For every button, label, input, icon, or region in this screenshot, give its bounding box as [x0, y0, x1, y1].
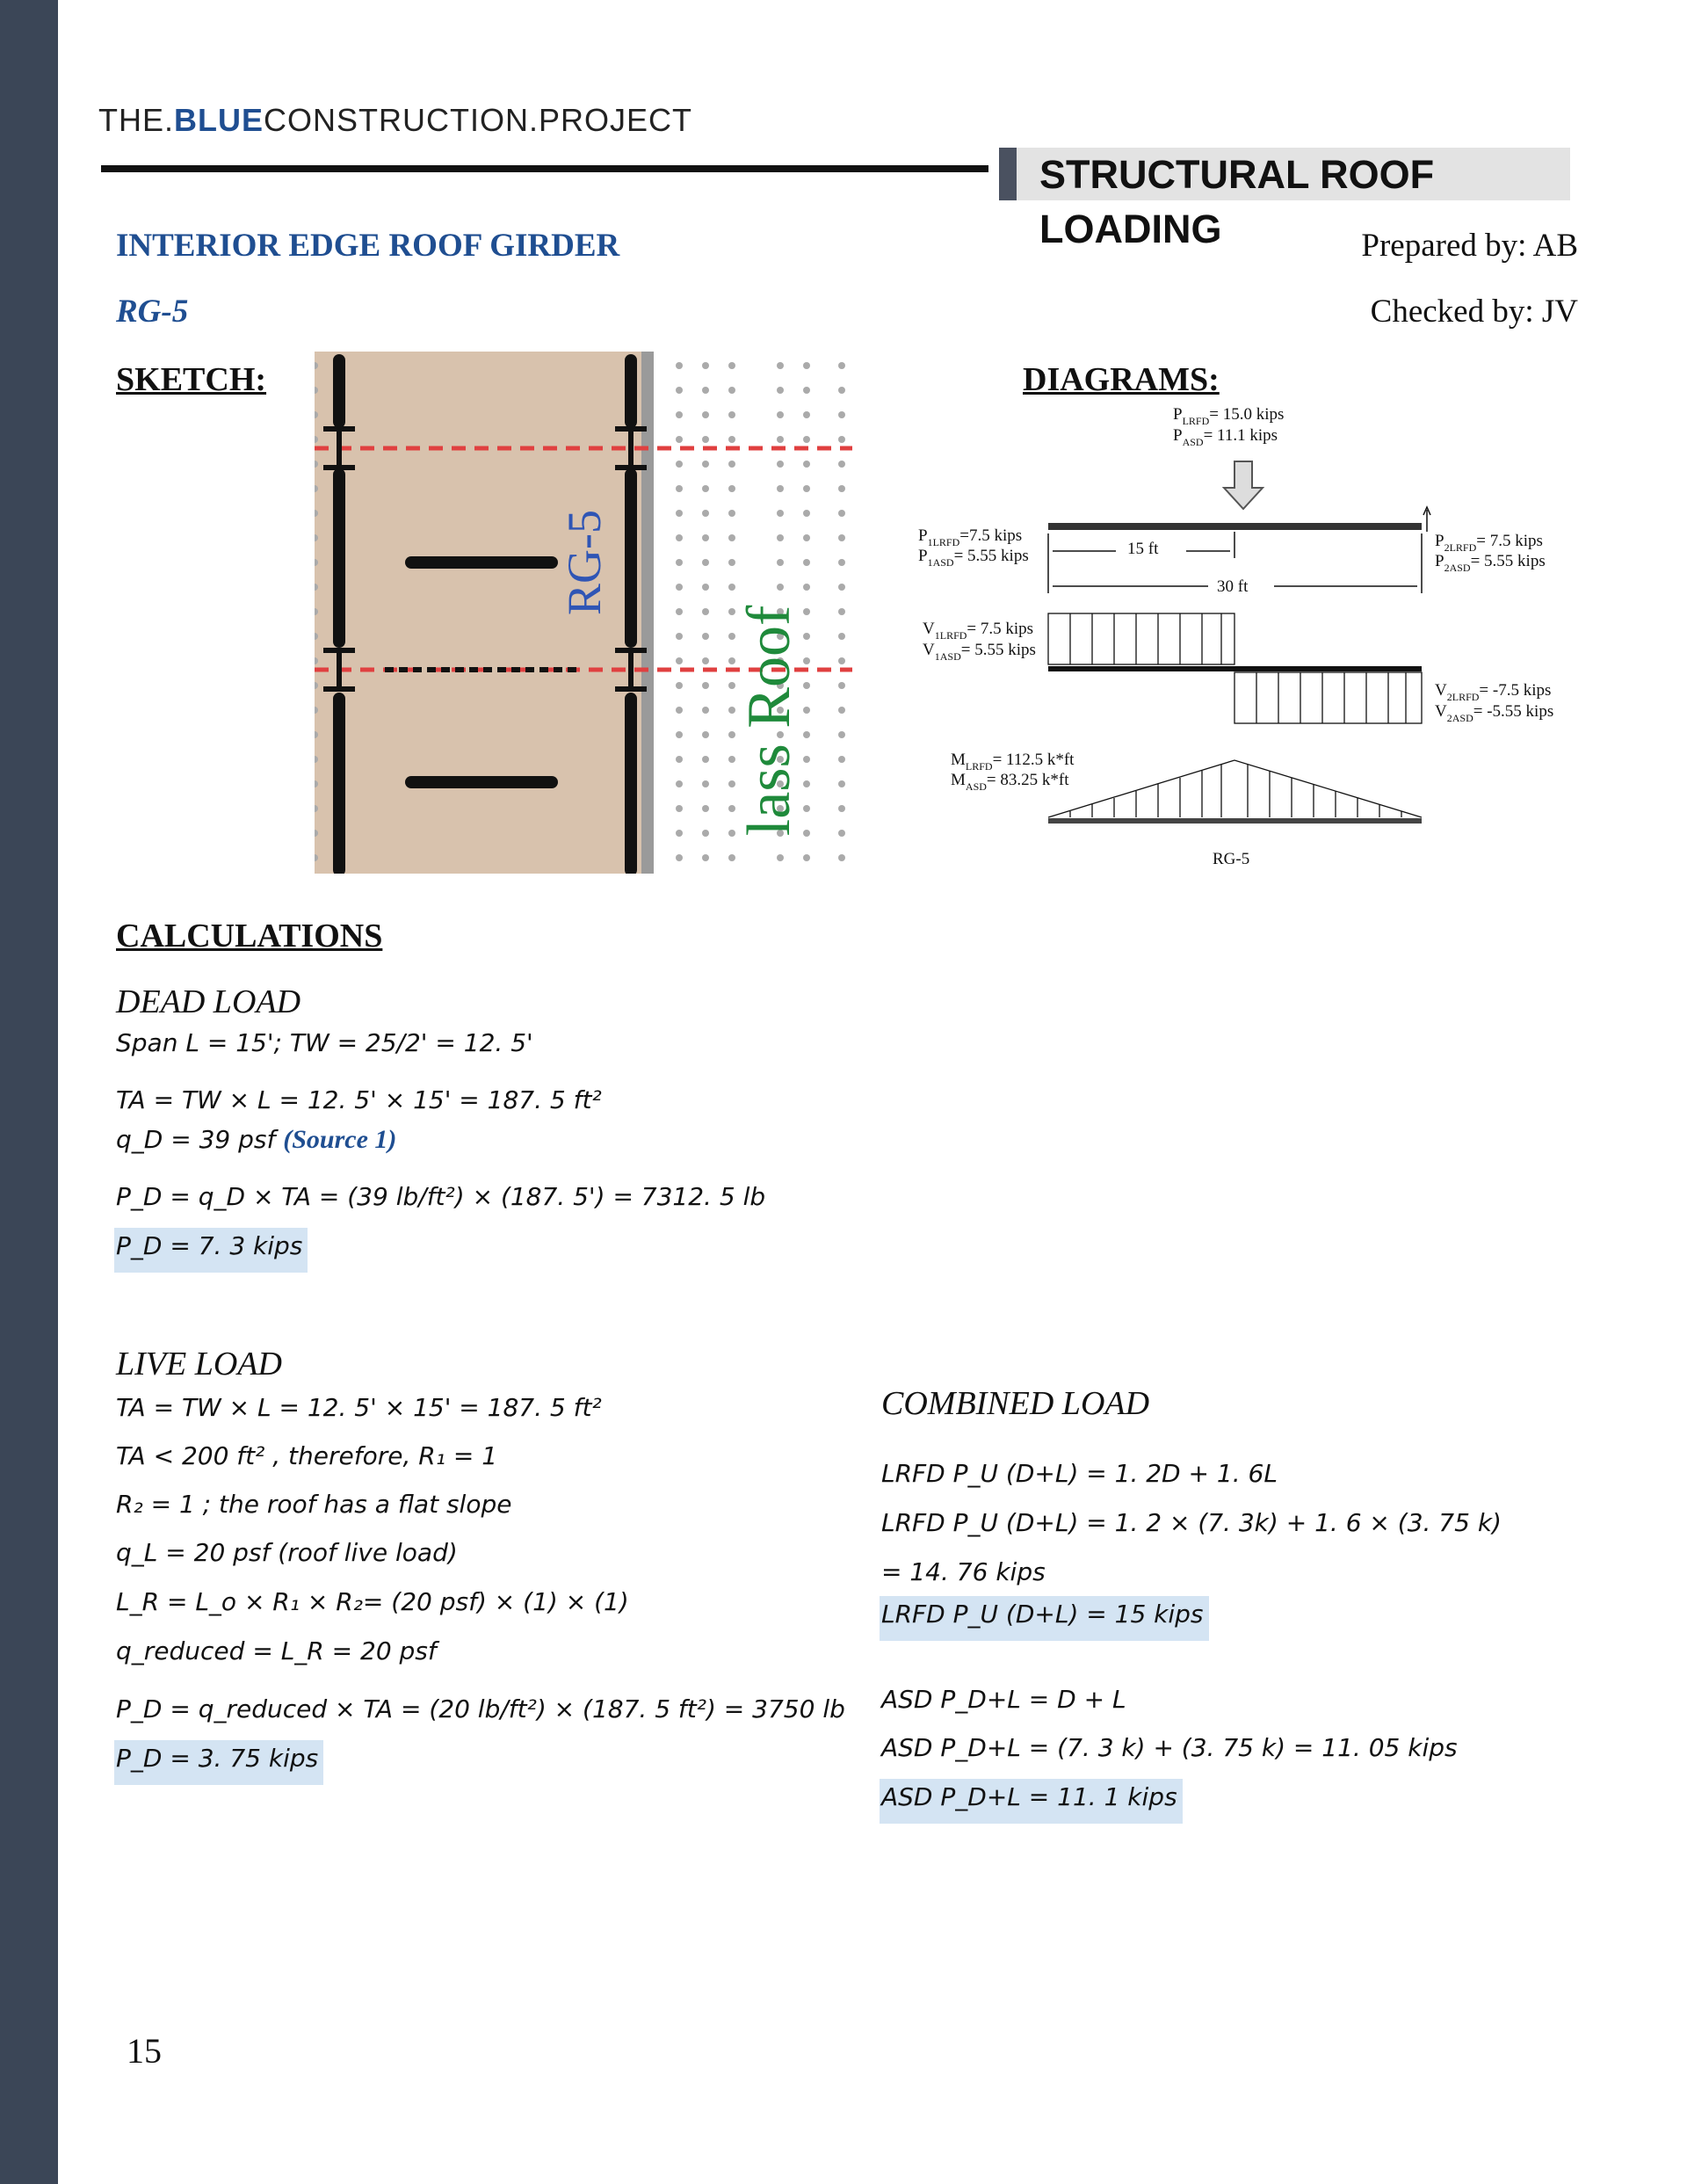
live-l2: TA < 200 ft² , therefore, R₁ = 1	[116, 1441, 498, 1470]
v2-asd-label: $V_{2ASD}= -5.55$ kips	[1435, 702, 1554, 724]
brand-logo: THE.BLUECONSTRUCTION.PROJECT	[98, 102, 693, 138]
diagrams-label: DIAGRAMS:	[1023, 361, 1220, 398]
dim-half: 15 ft	[1127, 540, 1159, 558]
dead-load-heading: DEAD LOAD	[116, 983, 301, 1020]
moment-diagram	[1048, 760, 1422, 817]
page-number: 15	[127, 2031, 162, 2071]
live-l5: L_R = L_o × R₁ × R₂= (20 psf) × (1) × (1)	[116, 1587, 629, 1616]
combined-lrfd-result: LRFD P_U (D+L) = 15 kips	[880, 1596, 1209, 1641]
live-l4: q_L = 20 psf (roof live load)	[116, 1538, 458, 1567]
v2-lrfd-label: $V_{2LRFD}= -7.5$ kips	[1435, 681, 1552, 703]
p1-lrfd-label: $P_{1LRFD}=7.5$ kips	[918, 526, 1023, 548]
m-lrfd-label: $M_{LRFD}= 112.5$ k*ft	[951, 751, 1075, 773]
element-id: RG-5	[116, 294, 189, 330]
prepared-by: Prepared by: AB	[1361, 228, 1578, 264]
combined-l3: = 14. 76 kips	[881, 1557, 1046, 1586]
dead-l4: P_D = q_D × TA = (39 lb/ft²) × (187. 5') = 7312. 5 lb	[116, 1182, 766, 1211]
v1-asd-label: $V_{1ASD}= 5.55$ kips	[923, 641, 1036, 663]
source-ref: (Source 1)	[283, 1125, 397, 1154]
p2-asd-label: $P_{2ASD}= 5.55$ kips	[1435, 552, 1546, 574]
p-asd-label: $P_{ASD}= 11.1$ kips	[1173, 426, 1278, 448]
dim-full: 30 ft	[1217, 577, 1249, 596]
p1-asd-label: $P_{1ASD}= 5.55$ kips	[918, 547, 1029, 569]
framing-sketch	[315, 352, 852, 874]
diagram-caption: RG-5	[1213, 850, 1250, 868]
live-load-heading: LIVE LOAD	[116, 1346, 282, 1382]
dead-l1: Span L = 15'; TW = 25/2' = 12. 5'	[116, 1028, 533, 1057]
dead-result: P_D = 7. 3 kips	[114, 1228, 308, 1273]
page-banner: STRUCTURAL ROOF LOADING	[999, 148, 1570, 200]
sketch-label: SKETCH:	[116, 361, 267, 398]
page-sidebar	[0, 0, 58, 2184]
live-l6: q_reduced = L_R = 20 psf	[116, 1636, 437, 1665]
combined-asd-result: ASD P_D+L = 11. 1 kips	[880, 1779, 1183, 1824]
sketch-roof-label: lass Roof	[735, 605, 803, 837]
live-l1: TA = TW × L = 12. 5' × 15' = 187. 5 ft²	[116, 1393, 602, 1422]
live-l3: R₂ = 1 ; the roof has a flat slope	[116, 1490, 512, 1519]
element-title: INTERIOR EDGE ROOF GIRDER	[116, 228, 620, 264]
live-l7: P_D = q_reduced × TA = (20 lb/ft²) × (187. 5 ft²) = 3750 lb	[116, 1694, 845, 1723]
m-asd-label: $M_{ASD}= 83.25$ k*ft	[951, 771, 1069, 793]
beam	[1048, 523, 1422, 530]
combined-l5: ASD P_D+L = (7. 3 k) + (3. 75 k) = 11. 05 kips	[881, 1733, 1458, 1762]
dead-l3: q_D = 39 psf (Source 1)	[116, 1125, 397, 1154]
dead-l2: TA = TW × L = 12. 5' × 15' = 187. 5 ft²	[116, 1085, 602, 1114]
live-result: P_D = 3. 75 kips	[114, 1740, 323, 1785]
combined-l2: LRFD P_U (D+L) = 1. 2 × (7. 3k) + 1. 6 × (3. 75 k)	[881, 1508, 1502, 1537]
point-load-arrow-icon	[1224, 461, 1263, 509]
v1-lrfd-label: $V_{1LRFD}= 7.5$ kips	[923, 620, 1034, 642]
combined-l4: ASD P_D+L = D + L	[881, 1685, 1126, 1714]
calculations-heading: CALCULATIONS	[116, 918, 383, 954]
header-rule	[101, 165, 988, 172]
combined-load-heading: COMBINED LOAD	[881, 1385, 1150, 1422]
beam-diagrams	[905, 400, 1590, 874]
p-lrfd-label: $P_{LRFD}= 15.0$ kips	[1173, 405, 1285, 427]
p2-lrfd-label: $P_{2LRFD}= 7.5$ kips	[1435, 532, 1543, 554]
combined-l1: LRFD P_U (D+L) = 1. 2D + 1. 6L	[881, 1459, 1278, 1488]
checked-by: Checked by: JV	[1370, 294, 1578, 330]
sketch-member-label: RG-5	[558, 510, 611, 615]
